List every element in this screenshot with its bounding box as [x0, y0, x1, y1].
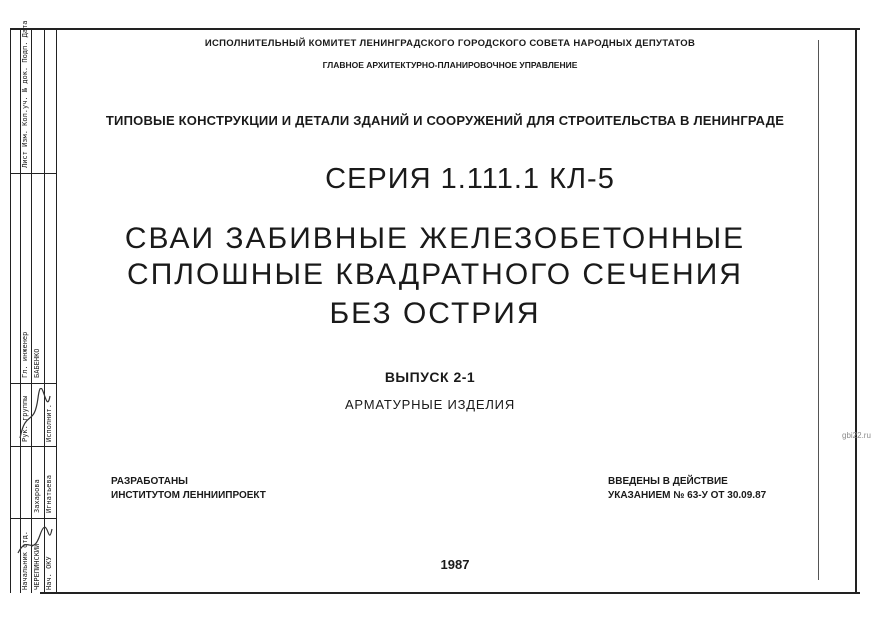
stamp-bottom-label: Нач. ОКУ: [45, 556, 53, 590]
stamp-executor-label: Исполнит.: [45, 404, 53, 442]
document-subtitle: АРМАТУРНЫЕ ИЗДЕЛИЯ: [344, 397, 516, 412]
stamp-executor-name: Игнатьева: [45, 475, 53, 513]
developed-by: ИНСТИТУТОМ ЛЕННИИПРОЕКТ: [111, 490, 266, 501]
series-title: СЕРИЯ 1.111.1 КЛ-5: [325, 163, 615, 195]
stamp-line: [10, 518, 56, 519]
stamp-line: [10, 173, 56, 174]
stamp-group-name: Захарова: [33, 479, 41, 513]
frame-right-inner-line: [818, 40, 819, 580]
main-title-line-2: СПЛОШНЫЕ КВАДРАТНОГО СЕЧЕНИЯ: [127, 258, 743, 291]
introduced-by: УКАЗАНИЕМ № 63-У ОТ 30.09.87: [608, 490, 767, 501]
stamp-group-label: Рук. группы: [21, 395, 29, 442]
title-block-stamp: [10, 20, 56, 593]
typical-structures-heading: ТИПОВЫЕ КОНСТРУКЦИИ И ДЕТАЛИ ЗДАНИЙ И СООРУЖЕНИЙ ДЛЯ СТРОИТЕЛЬСТВА В ЛЕНИНГРАДЕ: [105, 113, 785, 128]
signature-mark: [12, 388, 56, 448]
main-title-line-1: СВАИ ЗАБИВНЫЕ ЖЕЛЕЗОБЕТОННЫЕ: [124, 222, 746, 255]
stamp-line: [31, 28, 32, 593]
watermark-text: gbi22.ru: [842, 431, 871, 440]
main-title-line-3: БЕЗ ОСТРИЯ: [329, 297, 541, 330]
stamp-line: [56, 28, 57, 593]
frame-top-line: [10, 28, 860, 30]
stamp-line: [10, 383, 56, 384]
publication-year: 1987: [440, 557, 470, 572]
stamp-dept-label: Начальник отд.: [21, 530, 29, 590]
developed-label: РАЗРАБОТАНЫ: [111, 476, 188, 487]
stamp-chief-label: Гл. инженер: [21, 331, 29, 378]
frame-right-line: [855, 28, 857, 593]
stamp-revisions-label: Лист Изм. Кол.уч. № док. Подп. Дата: [21, 20, 29, 168]
organization-heading: ИСПОЛНИТЕЛЬНЫЙ КОМИТЕТ ЛЕНИНГРАДСКОГО ГОРОДСКОГО СОВЕТА НАРОДНЫХ ДЕПУТАТОВ: [204, 38, 696, 49]
stamp-dept-name: ЧЕРЕПИНСКИЙ: [33, 543, 41, 590]
frame-bottom-line: [40, 592, 860, 594]
introduced-label: ВВЕДЕНЫ В ДЕЙСТВИЕ: [608, 476, 728, 487]
stamp-line: [10, 28, 11, 593]
stamp-chief-name: БАБЕНКО: [33, 348, 41, 378]
department-heading: ГЛАВНОЕ АРХИТЕКТУРНО-ПЛАНИРОВОЧНОЕ УПРАВЛЕНИЕ: [322, 60, 578, 70]
signature-mark: [12, 523, 56, 563]
issue-number: ВЫПУСК 2-1: [384, 369, 476, 385]
